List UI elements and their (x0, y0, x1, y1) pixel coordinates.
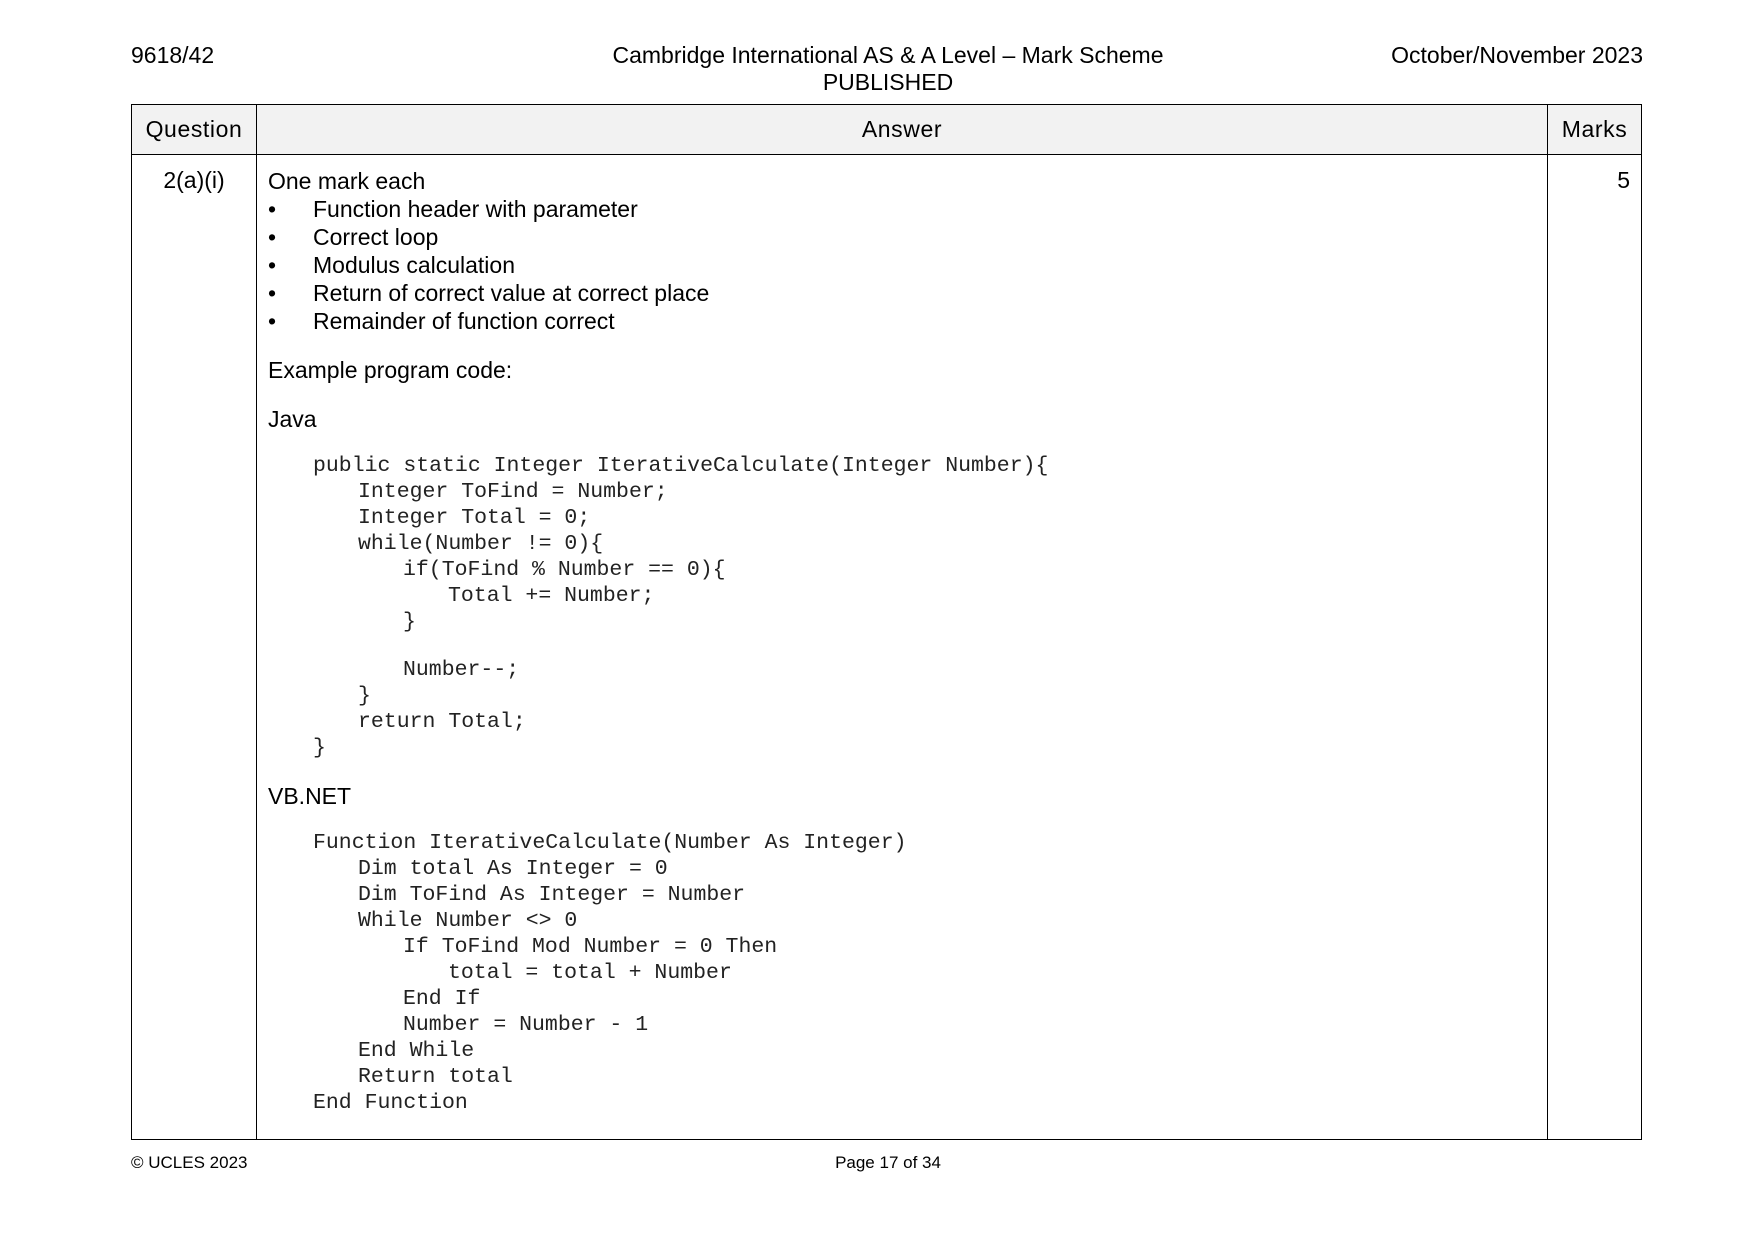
code-line: Integer ToFind = Number; (358, 480, 668, 504)
code-line: Number--; (403, 658, 520, 682)
mark-point: • Modulus calculation (268, 251, 1537, 279)
exam-session: October/November 2023 (1391, 42, 1643, 68)
code-line: Dim ToFind As Integer = Number (358, 883, 746, 907)
code-line: total = total + Number (448, 961, 732, 985)
mark-point: • Remainder of function correct (268, 307, 1537, 335)
answer-cell (257, 155, 1548, 1140)
marks-value: 5 (1548, 155, 1642, 1140)
code-line: Dim total As Integer = 0 (358, 857, 668, 881)
code-line: While Number <> 0 (358, 909, 578, 933)
code-line: } (358, 684, 371, 708)
code-blank-line (268, 635, 1537, 657)
java-label: Java (268, 406, 317, 432)
question-column-header: Question (132, 105, 257, 155)
table-header-row (132, 105, 1642, 155)
code-line: Function IterativeCalculate(Number As Integer) (313, 831, 907, 855)
code-line: Integer Total = 0; (358, 506, 591, 530)
vbnet-label: VB.NET (268, 783, 352, 809)
code-line: } (313, 736, 326, 760)
copyright-notice: © UCLES 2023 (131, 1153, 248, 1172)
mark-point: • Function header with parameter (268, 195, 1537, 223)
vbnet-code-block (268, 830, 1537, 1116)
code-line: Number = Number - 1 (403, 1013, 649, 1037)
code-line: public static Integer IterativeCalculate(Integer Number){ (313, 454, 1049, 478)
code-line: while(Number != 0){ (358, 532, 604, 556)
code-line: End If (403, 987, 481, 1011)
example-label: Example program code: (268, 357, 513, 383)
answer-column-header: Answer (257, 105, 1548, 155)
document-title-text: Cambridge International AS & A Level – Mark Scheme (612, 42, 1164, 68)
page-number: Page 17 of 34 (835, 1153, 941, 1172)
code-line: return Total; (358, 710, 526, 734)
java-code-block (268, 453, 1537, 761)
document-subtitle: PUBLISHED (822, 69, 954, 95)
table-row (132, 155, 1642, 1140)
mark-scheme-table (131, 104, 1642, 1140)
code-line: End Function (313, 1091, 468, 1115)
mark-points-list (268, 195, 1537, 335)
mark-point: • Correct loop (268, 223, 1537, 251)
mark-point: • Return of correct value at correct place (268, 279, 1537, 307)
code-line: Total += Number; (448, 584, 655, 608)
question-number: 2(a)(i) (132, 155, 257, 1140)
code-line: if(ToFind % Number == 0){ (403, 558, 726, 582)
code-line: If ToFind Mod Number = 0 Then (403, 935, 778, 959)
code-line: } (403, 610, 416, 634)
paper-code: 9618/42 (131, 42, 215, 68)
answer-intro: One mark each (268, 168, 426, 194)
code-line: End While (358, 1039, 475, 1063)
code-line: Return total (358, 1065, 513, 1089)
marks-column-header: Marks (1548, 105, 1642, 155)
